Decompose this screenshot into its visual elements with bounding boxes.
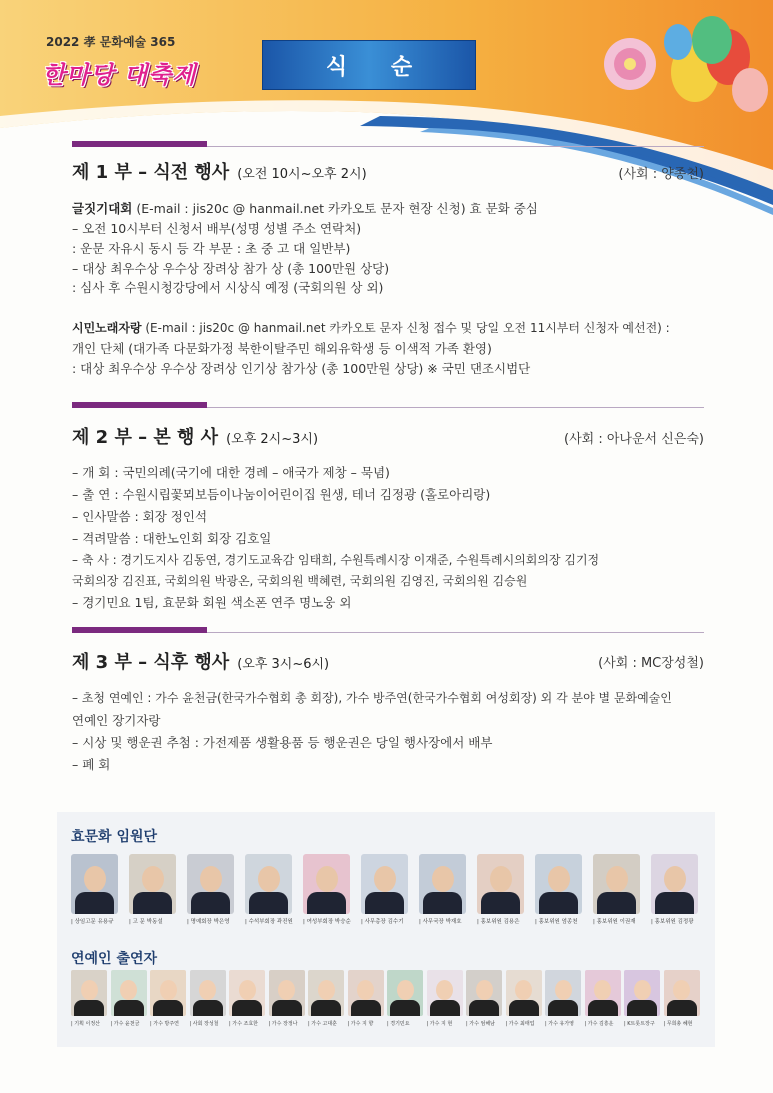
officer-caption: | 고 문 박동설 xyxy=(129,919,163,925)
performer-caption: | K트롯트장구 xyxy=(624,1021,655,1027)
line-text: – 시상 및 행운권 추첨 : 가전제품 생활용품 등 행운권은 당일 행사장에서 배부 xyxy=(72,735,493,750)
performer-caption: | 가수 장정나 xyxy=(268,1021,298,1027)
line-bold: 시민노래자랑 xyxy=(72,321,142,335)
performer-photo xyxy=(71,970,107,1016)
officer-photo xyxy=(361,854,408,914)
officer-caption: | 홍보위원 김용은 xyxy=(477,919,520,925)
officers-heading: 효문화 임원단 xyxy=(71,829,158,845)
line-text: – 폐 회 xyxy=(72,757,111,772)
section-1-title xyxy=(72,158,367,184)
officers-grid xyxy=(57,852,715,942)
section-1-line xyxy=(72,219,361,237)
line-text: (E-mail : jis20c @ hanmail.net 카카오토 문자 신청 접수 및 당일 오전 11시부터 신청자 예선전) : xyxy=(141,321,670,335)
officer-photo xyxy=(245,854,292,914)
performer-photo xyxy=(427,970,463,1016)
performer-photo xyxy=(664,970,700,1016)
section-3-rule xyxy=(207,632,704,633)
line-text: 연예인 장기자랑 xyxy=(72,713,161,728)
section-3-time: (오후 3시~6시) xyxy=(237,657,330,672)
performer-caption: | 가수 유가영 xyxy=(545,1021,575,1027)
officer-caption: | 홍보위원 이권재 xyxy=(593,919,636,925)
section-2-accent-bar xyxy=(72,402,207,408)
page-title-banner xyxy=(262,40,476,90)
performers-grid xyxy=(57,970,715,1045)
line-bold: 글짓기대회 xyxy=(72,201,133,216)
section-2-line xyxy=(72,463,390,481)
officer-photo xyxy=(535,854,582,914)
line-text: – 초청 연예인 : 가수 윤천금(한국가수협회 총 회장), 가수 방주연(한국가수협회 여성회장) 외 각 분야 별 문화예술인 xyxy=(72,691,672,705)
line-text: – 오전 10시부터 신청서 배부(성명 성별 주소 연락처) xyxy=(72,221,362,236)
performer-caption: | 가수 조효한 xyxy=(229,1021,259,1027)
officer-caption: | 여성부회장 박승순 xyxy=(303,919,351,925)
performer-caption: | 가수 방주연 xyxy=(150,1021,180,1027)
section-3-line xyxy=(72,755,110,773)
section-1-line xyxy=(72,339,492,357)
section-1-line xyxy=(72,259,389,277)
performer-photo xyxy=(506,970,542,1016)
performer-photo xyxy=(190,970,226,1016)
page-title: 식 순 xyxy=(325,54,431,80)
officer-caption: | 사무국장 박재호 xyxy=(419,919,462,925)
section-1-line xyxy=(72,278,383,296)
performer-photo xyxy=(269,970,305,1016)
line-text: – 격려말씀 : 대한노인회 회장 김호일 xyxy=(72,531,272,546)
section-3-title xyxy=(72,648,329,674)
performer-photo xyxy=(624,970,660,1016)
officer-caption: | 수석부회장 곽진원 xyxy=(245,919,293,925)
section-1-line xyxy=(72,199,538,217)
performer-photo xyxy=(585,970,621,1016)
line-text: – 출 연 : 수원시립꽃뫼보듬이나눔이어린이집 원생, 테너 김정광 (홀로아리랑) xyxy=(72,487,491,502)
section-2-line xyxy=(72,572,527,589)
section-2-line xyxy=(72,485,490,503)
performer-caption: | 가수 고대훈 xyxy=(308,1021,338,1027)
section-3-host: (사회 : MC장성철) xyxy=(598,656,704,671)
performers-heading: 연예인 출연자 xyxy=(71,951,158,967)
section-3-line xyxy=(72,733,492,751)
officer-caption: | 상임고문 유용규 xyxy=(71,919,114,925)
section-1-accent-bar xyxy=(72,141,207,147)
line-text: : 대상 최우수상 우수상 장려상 인기상 참가상 (총 100만원 상당) ※ 국민 댄조시범단 xyxy=(72,361,531,376)
event-year-line: 2022 孝 문화예술 365 xyxy=(46,35,176,49)
officer-caption: | 사무총장 김수기 xyxy=(361,919,404,925)
officer-caption: | 홍보위원 엄종천 xyxy=(535,919,578,925)
line-text: 국회의장 김진표, 국회의원 박광온, 국회의원 백혜련, 국회의원 김영진, 국회의원 김승원 xyxy=(72,574,528,588)
officer-photo xyxy=(303,854,350,914)
performer-caption: | 가수 지 현 xyxy=(426,1021,453,1027)
performer-photo xyxy=(111,970,147,1016)
balloon-flower-icon xyxy=(590,12,773,122)
section-2-heading: 제 2 부 – 본 행 사 xyxy=(72,427,219,448)
officer-photo xyxy=(593,854,640,914)
performer-caption: | 무희총 혜현 xyxy=(663,1021,693,1027)
section-1-line xyxy=(72,359,530,377)
performer-photo xyxy=(150,970,186,1016)
staff-panel xyxy=(57,812,715,1047)
section-2-line xyxy=(72,551,599,568)
section-2-line xyxy=(72,529,271,547)
section-1-host: (사회 : 양종천) xyxy=(618,167,704,182)
performer-caption: | 가수 엄해남 xyxy=(466,1021,496,1027)
performer-photo xyxy=(308,970,344,1016)
section-2-line xyxy=(72,507,207,525)
section-3-line xyxy=(72,711,161,729)
line-text: – 개 회 : 국민의례(국기에 대한 경례 – 애국가 제창 – 묵념) xyxy=(72,465,390,480)
line-text: – 경기민요 1팀, 효문화 회원 색소폰 연주 명노웅 외 xyxy=(72,595,352,610)
line-text: – 대상 최우수상 우수상 장려상 참가 상 (총 100만원 상당) xyxy=(72,261,390,276)
performer-caption: | 사회 장성철 xyxy=(189,1021,219,1027)
line-text: – 인사말씀 : 회장 정인석 xyxy=(72,509,208,524)
line-text: 개인 단체 (대가족 다문화가정 북한이탈주민 해외유학생 등 이색적 가족 환영) xyxy=(72,341,492,356)
performer-caption: | 기획 이정산 xyxy=(71,1021,101,1027)
line-text: : 심사 후 수원시청강당에서 시상식 예정 (국회의원 상 외) xyxy=(72,280,384,295)
section-3-heading: 제 3 부 – 식후 행사 xyxy=(72,652,230,673)
officer-photo xyxy=(651,854,698,914)
section-1-heading: 제 1 부 – 식전 행사 xyxy=(72,162,230,183)
performer-photo xyxy=(466,970,502,1016)
officer-caption: | 명예회장 박은영 xyxy=(187,919,230,925)
performer-photo xyxy=(387,970,423,1016)
performer-photo xyxy=(348,970,384,1016)
section-1-line xyxy=(72,319,670,336)
line-text: : 운문 자유시 동시 등 각 부문 : 초 중 고 대 일반부) xyxy=(72,241,351,256)
section-1-line xyxy=(72,239,350,257)
officer-photo xyxy=(71,854,118,914)
event-name: 한마당 대축제 xyxy=(42,61,197,89)
section-2-line xyxy=(72,593,351,611)
section-2-host: (사회 : 아나운서 신은숙) xyxy=(564,432,704,447)
line-text: (E-mail : jis20c @ hanmail.net 카카오토 문자 현장 신청) 효 문화 중심 xyxy=(132,201,538,216)
section-1-time: (오전 10시~오후 2시) xyxy=(237,167,367,182)
section-1-rule xyxy=(207,146,704,147)
officer-caption: | 홍보위원 김정광 xyxy=(651,919,694,925)
section-3-accent-bar xyxy=(72,627,207,633)
performer-photo xyxy=(229,970,265,1016)
officer-photo xyxy=(187,854,234,914)
performer-photo xyxy=(545,970,581,1016)
performer-caption: | 경기민요 xyxy=(387,1021,410,1027)
section-3-line xyxy=(72,689,672,706)
section-2-title xyxy=(72,423,318,449)
performer-caption: | 가수 김흥운 xyxy=(584,1021,614,1027)
line-text: – 축 사 : 경기도지사 김동연, 경기도교육감 임태희, 수원특례시장 이재준, 수원특례시의회의장 김기정 xyxy=(72,553,600,567)
section-2-rule xyxy=(207,407,704,408)
officer-photo xyxy=(477,854,524,914)
officer-photo xyxy=(129,854,176,914)
performer-caption: | 가수 최태업 xyxy=(505,1021,535,1027)
section-2-time: (오후 2시~3시) xyxy=(226,432,319,447)
performer-caption: | 가수 지 향 xyxy=(347,1021,374,1027)
performer-caption: | 가수 윤천금 xyxy=(110,1021,140,1027)
officer-photo xyxy=(419,854,466,914)
